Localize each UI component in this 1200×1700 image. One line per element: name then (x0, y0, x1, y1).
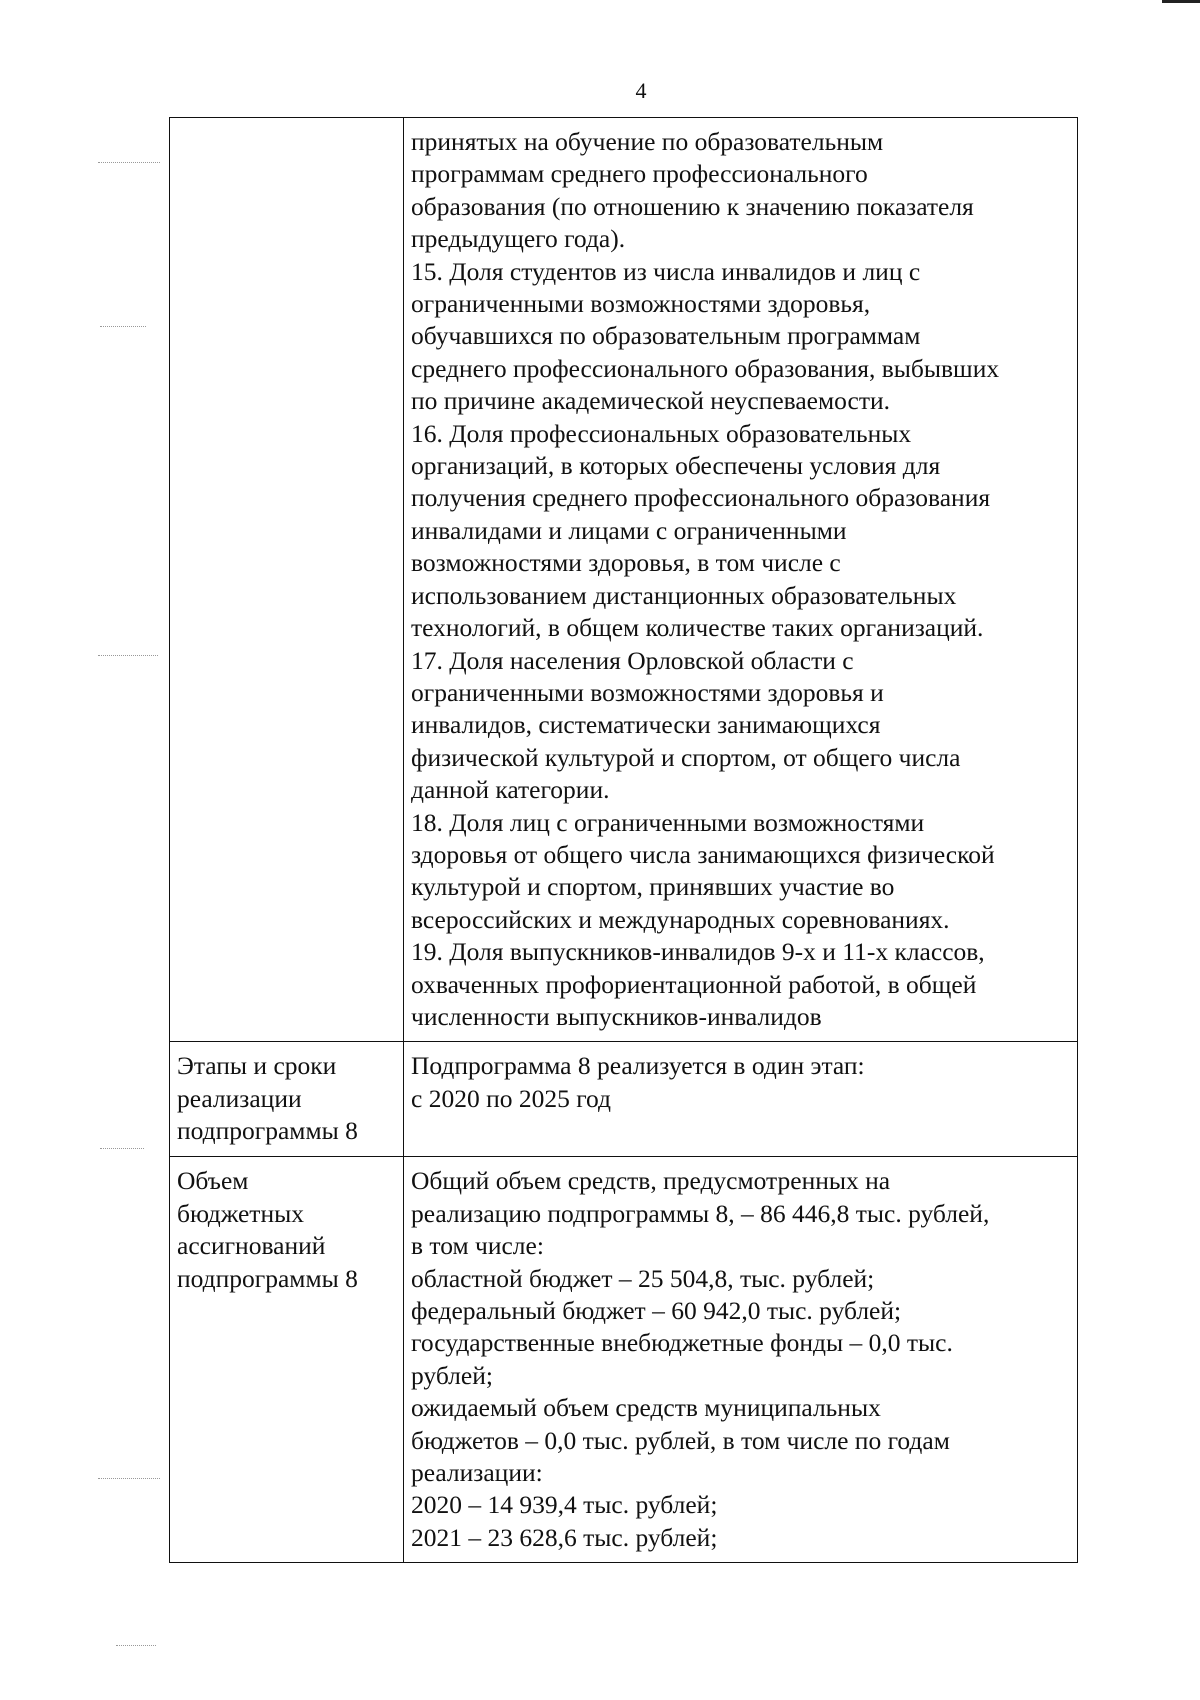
text-line: охваченных профориентационной работой, в общей (411, 969, 977, 999)
label-line: реализации (177, 1083, 302, 1113)
subprogram-passport-table (169, 117, 1078, 1563)
text-line: использованием дистанционных образовательных (411, 580, 957, 610)
text-line: инвалидами и лицами с ограниченными (411, 515, 847, 545)
text-line: реализацию подпрограммы 8, – 86 446,8 тыс. рублей, (411, 1198, 990, 1228)
text-line: организаций, в которых обеспечены условия для (411, 451, 941, 481)
text-line: с 2020 по 2025 год (411, 1083, 612, 1113)
text-line: областной бюджет – 25 504,8, тыс. рублей; (411, 1263, 875, 1293)
margin-mark (100, 326, 146, 328)
row-content-cell (404, 1157, 1078, 1563)
text-line: ограниченными возможностями здоровья и (411, 677, 884, 707)
text-line: ожидаемый объем средств муниципальных (411, 1393, 881, 1423)
label-line: подпрограммы 8 (177, 1263, 358, 1293)
text-line: образования (по отношению к значению показателя (411, 191, 974, 221)
text-line: инвалидов, систематически занимающихся (411, 710, 881, 740)
margin-mark (98, 655, 158, 657)
page-number: 4 (635, 78, 647, 103)
text-line: 16. Доля профессиональных образовательных (411, 418, 912, 448)
text-line: всероссийских и международных соревнованиях. (411, 904, 950, 934)
label-line: Этапы и сроки (177, 1051, 337, 1081)
text-line: реализации: (411, 1458, 543, 1488)
text-line: 2020 – 14 939,4 тыс. рублей; (411, 1490, 718, 1520)
table-row (170, 1042, 1078, 1157)
margin-mark (100, 1148, 144, 1150)
scan-edge-mark (1162, 0, 1200, 3)
text-line: 2021 – 23 628,6 тыс. рублей; (411, 1522, 718, 1552)
text-line: 15. Доля студентов из числа инвалидов и лиц с (411, 256, 921, 286)
table-row (170, 1157, 1078, 1563)
label-line: Объем (177, 1166, 249, 1196)
text-line: бюджетов – 0,0 тыс. рублей, в том числе по годам (411, 1425, 950, 1455)
text-line: принятых на обучение по образовательным (411, 127, 884, 156)
label-line: подпрограммы 8 (177, 1116, 358, 1146)
text-line: обучавшихся по образовательным программам (411, 321, 921, 351)
text-line: Подпрограмма 8 реализуется в один этап: (411, 1051, 865, 1081)
text-line: по причине академической неуспеваемости. (411, 386, 891, 416)
indicators-text (411, 126, 1069, 1033)
text-line: в том числе: (411, 1231, 544, 1261)
row-content-cell (404, 118, 1078, 1042)
margin-mark (116, 1645, 156, 1647)
row-label-cell (170, 118, 404, 1042)
text-line: здоровья от общего числа занимающихся физической (411, 839, 995, 869)
text-line: технологий, в общем количестве таких организаций. (411, 613, 984, 643)
text-line: получения среднего профессионального образования (411, 483, 991, 513)
row-label-cell (170, 1042, 404, 1157)
row-content-cell (404, 1042, 1078, 1157)
text-line: данной категории. (411, 775, 610, 805)
text-line: государственные внебюджетные фонды – 0,0 тыс. (411, 1328, 953, 1358)
table-row (170, 118, 1078, 1042)
text-line: рублей; (411, 1360, 493, 1390)
text-line: 18. Доля лиц с ограниченными возможностями (411, 807, 925, 837)
label-line: бюджетных (177, 1198, 304, 1228)
row-label-cell (170, 1157, 404, 1563)
text-line: возможностями здоровья, в том числе с (411, 548, 841, 578)
text-line: федеральный бюджет – 60 942,0 тыс. рублей; (411, 1296, 902, 1325)
margin-mark (98, 1478, 160, 1480)
text-line: Общий объем средств, предусмотренных на (411, 1166, 891, 1196)
text-line: 19. Доля выпускников-инвалидов 9-х и 11-х классов, (411, 937, 985, 967)
text-line: численности выпускников-инвалидов (411, 1001, 822, 1031)
margin-mark (98, 162, 160, 164)
label-line: ассигнований (177, 1231, 326, 1261)
text-line: программам среднего профессионального (411, 159, 868, 189)
text-line: физической культурой и спортом, от общего числа (411, 742, 961, 772)
text-line: среднего профессионального образования, выбывших (411, 353, 1000, 383)
text-line: культурой и спортом, принявших участие во (411, 872, 895, 902)
text-line: ограниченными возможностями здоровья, (411, 289, 871, 319)
text-line: предыдущего года). (411, 224, 626, 254)
text-line: 17. Доля населения Орловской области с (411, 645, 854, 675)
